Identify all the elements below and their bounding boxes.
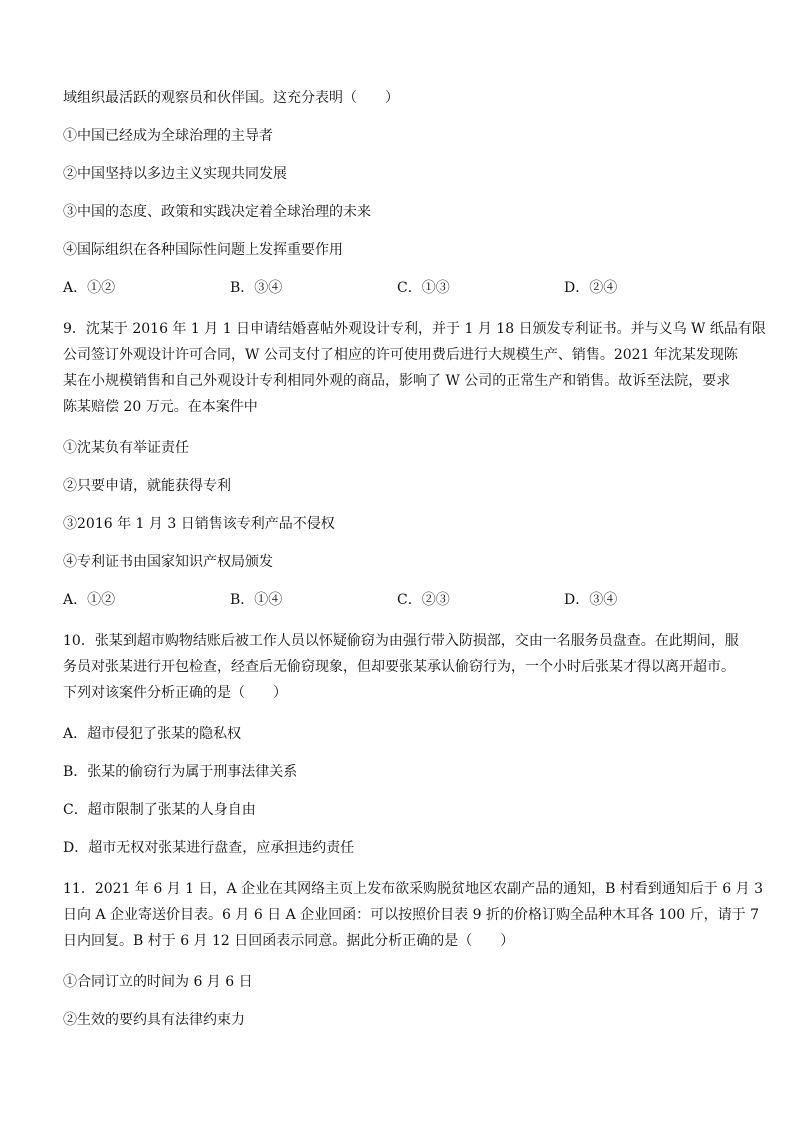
question-9-statement-4: ④专利证书由国家知识产权局颁发: [63, 554, 273, 570]
question-11-stem: [63, 876, 763, 954]
question-8-options: [63, 278, 735, 298]
question-10-choice-a[interactable]: A．超市侵犯了张某的隐私权: [63, 726, 242, 742]
question-9-option-d[interactable]: D．③④: [564, 592, 618, 608]
question-11-statement-1: ①合同订立的时间为 6 月 6 日: [63, 974, 253, 990]
question-11-stem-line-2: 日向 A 企业寄送价目表。6 月 6 日 A 企业回函：可以按照价目表 9 折的价格订购全品种木耳各 100 斤，请于 7: [63, 907, 759, 923]
question-8-statement-3: ③中国的态度、政策和实践决定着全球治理的未来: [63, 204, 371, 220]
question-11-statement-2: ②生效的要约具有法律约束力: [63, 1012, 245, 1028]
question-9: [63, 316, 766, 610]
question-8-statement-2: ②中国坚持以多边主义实现共同发展: [63, 166, 287, 182]
question-9-options: [63, 590, 735, 610]
question-9-stem-line-1: 9．沈某于 2016 年 1 月 1 日申请结婚喜帖外观设计专利，并于 1 月 18 日颁发专利证书。并与义乌 W 纸品有限: [63, 321, 766, 337]
question-8-statement-4: ④国际组织在各种国际性问题上发挥重要作用: [63, 242, 343, 258]
question-9-option-b[interactable]: B．①④: [230, 592, 283, 608]
question-10-stem-line-2: 务员对张某进行开包检查，经查后无偷窃现象，但却要张某承认偷窃行为，一个小时后张某才得以离开超市。: [63, 659, 735, 675]
question-11-stem-line-1: 11．2021 年 6 月 1 日，A 企业在其网络主页上发布欲采购脱贫地区农副产品的通知，B 村看到通知后于 6 月 3: [63, 881, 763, 897]
question-10-choice-d[interactable]: D．超市无权对张某进行盘查，应承担违约责任: [63, 840, 355, 856]
question-9-statement-1: ①沈某负有举证责任: [63, 440, 189, 456]
question-10-stem-line-1: 10．张某到超市购物结账后被工作人员以怀疑偷窃为由强行带入防损部，交由一名服务员盘查。在此期间，服: [63, 633, 739, 649]
question-9-statement-3: ③2016 年 1 月 3 日销售该专利产品不侵权: [63, 516, 335, 532]
question-8-statement-1: ①中国已经成为全球治理的主导者: [63, 128, 273, 144]
question-8: [63, 88, 735, 298]
question-8-option-b[interactable]: B．③④: [230, 280, 283, 296]
question-8-option-d[interactable]: D．②④: [564, 280, 618, 296]
question-10-stem: [63, 628, 739, 706]
question-9-statement-2: ②只要申请，就能获得专利: [63, 478, 231, 494]
question-8-stem-tail: 域组织最活跃的观察员和伙伴国。这充分表明（ ）: [63, 90, 399, 106]
question-10-stem-line-3: 下列对该案件分析正确的是（ ）: [63, 685, 287, 701]
question-11-stem-line-3: 日内回复。B 村于 6 月 12 日回函表示同意。据此分析正确的是（ ）: [63, 933, 515, 949]
question-9-stem-line-2: 公司签订外观设计许可合同，W 公司支付了相应的许可使用费后进行大规模生产、销售。2021 年沈某发现陈: [63, 347, 738, 363]
question-9-stem-line-4: 陈某赔偿 20 万元。在本案件中: [63, 399, 258, 415]
question-10-choice-b[interactable]: B．张某的偷窃行为属于刑事法律关系: [63, 764, 298, 780]
question-8-option-a[interactable]: A．①②: [63, 280, 116, 296]
question-10-choice-c[interactable]: C．超市限制了张某的人身自由: [63, 802, 256, 818]
question-10: [63, 628, 739, 858]
question-11: [63, 876, 763, 1030]
question-9-option-a[interactable]: A．①②: [63, 592, 116, 608]
question-9-option-c[interactable]: C．②③: [397, 592, 450, 608]
question-9-stem: [63, 316, 766, 420]
question-9-stem-line-3: 某在小规模销售和自己外观设计专利相同外观的商品，影响了 W 公司的正常生产和销售。故诉至法院，要求: [63, 373, 731, 389]
page-content: [63, 88, 766, 1048]
question-8-option-c[interactable]: C．①③: [397, 280, 450, 296]
